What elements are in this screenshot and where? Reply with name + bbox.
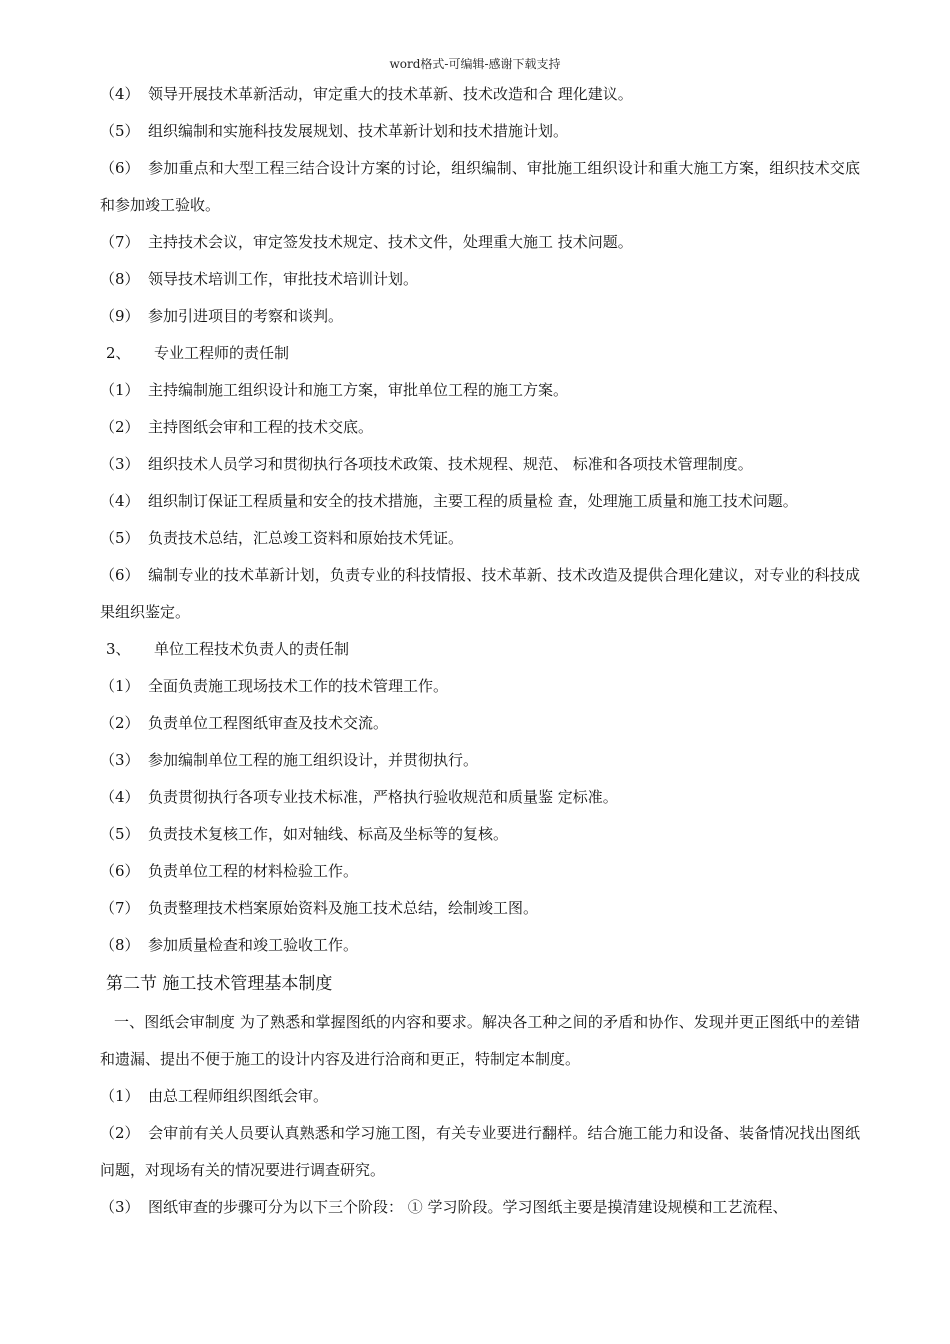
item-number: （1）: [100, 381, 140, 399]
item-text: 负责技术复核工作，如对轴线、标高及坐标等的复核。: [148, 825, 509, 843]
list-item: [100, 742, 860, 779]
item-number: （3）: [100, 455, 140, 473]
item-number: （9）: [100, 307, 140, 325]
item-number: （5）: [100, 529, 140, 547]
list-item: [100, 372, 860, 409]
list-item: [100, 1078, 860, 1115]
document-body: [100, 76, 860, 1226]
list-item: [100, 927, 860, 964]
list-item: [100, 224, 860, 261]
item-number: （4）: [100, 492, 140, 510]
item-number: （1）: [100, 677, 140, 695]
item-number: （8）: [100, 270, 140, 288]
item-number: （2）: [100, 1124, 140, 1142]
subsection-number: 2、: [106, 344, 131, 362]
item-text: 负责技术总结，汇总竣工资料和原始技术凭证。: [148, 529, 464, 547]
item-text: 会审前有关人员要认真熟悉和学习施工图，有关专业要进行翻样。结合施工能力和设备、装备情况找出图纸问题，对现场有关的情况要进行调查研究。: [100, 1124, 860, 1179]
subsection-heading: [100, 335, 860, 372]
item-text: 负责单位工程图纸审查及技术交流。: [148, 714, 389, 732]
item-text: 图纸审查的步骤可分为以下三个阶段： ① 学习阶段。学习图纸主要是摸清建设规模和工艺流程、: [148, 1198, 788, 1216]
item-number: （2）: [100, 418, 140, 436]
intro-paragraph: 一、图纸会审制度 为了熟悉和掌握图纸的内容和要求。解决各工种之间的矛盾和协作、发现并更正图纸中的差错和遗漏、提出不便于施工的设计内容及进行洽商和更正，特制定本制度。: [100, 1013, 860, 1068]
item-text: 负责整理技术档案原始资料及施工技术总结，绘制竣工图。: [148, 899, 539, 917]
item-text: 参加引进项目的考察和谈判。: [148, 307, 344, 325]
item-text: 编制专业的技术革新计划，负责专业的科技情报、技术革新、技术改造及提供合理化建议，对专业的科技成果组织鉴定。: [100, 566, 860, 621]
item-number: （6）: [100, 862, 140, 880]
item-number: （4）: [100, 85, 140, 103]
list-item: [100, 705, 860, 742]
subsection-title: 专业工程师的责任制: [154, 344, 290, 362]
item-number: （5）: [100, 122, 140, 140]
item-text: 参加重点和大型工程三结合设计方案的讨论，组织编制、审批施工组织设计和重大施工方案，组织技术交底和参加竣工验收。: [100, 159, 860, 214]
item-text: 领导开展技术革新活动，审定重大的技术革新、技术改造和合 理化建议。: [148, 85, 633, 103]
item-number: （8）: [100, 936, 140, 954]
item-number: （3）: [100, 751, 140, 769]
item-number: （6）: [100, 566, 140, 584]
list-item: [100, 446, 860, 483]
item-number: （3）: [100, 1198, 140, 1216]
item-text: 负责贯彻执行各项专业技术标准，严格执行验收规范和质量鉴 定标准。: [148, 788, 618, 806]
page-header: word格式-可编辑-感谢下载支持: [389, 57, 561, 71]
item-number: （4）: [100, 788, 140, 806]
item-text: 全面负责施工现场技术工作的技术管理工作。: [148, 677, 449, 695]
list-item: [100, 113, 860, 150]
subsection-heading: [100, 631, 860, 668]
subsection-title: 单位工程技术负责人的责任制: [154, 640, 350, 658]
item-text: 主持技术会议，审定签发技术规定、技术文件，处理重大施工 技术问题。: [148, 233, 633, 251]
item-text: 主持图纸会审和工程的技术交底。: [148, 418, 374, 436]
list-item: [100, 76, 860, 113]
list-item: [100, 816, 860, 853]
item-number: （7）: [100, 899, 140, 917]
section-title: 第二节 施工技术管理基本制度: [106, 974, 333, 994]
list-item: [100, 668, 860, 705]
item-number: （2）: [100, 714, 140, 732]
item-text: 负责单位工程的材料检验工作。: [148, 862, 359, 880]
list-item: [100, 520, 860, 557]
item-number: （6）: [100, 159, 140, 177]
item-text: 由总工程师组织图纸会审。: [148, 1087, 329, 1105]
list-item: [100, 890, 860, 927]
item-text: 组织技术人员学习和贯彻执行各项技术政策、技术规程、规范、 标准和各项技术管理制度。: [148, 455, 753, 473]
list-item: [100, 853, 860, 890]
list-item: [100, 1189, 860, 1226]
list-item: [100, 557, 860, 631]
list-item: [100, 779, 860, 816]
item-text: 主持编制施工组织设计和施工方案，审批单位工程的施工方案。: [148, 381, 569, 399]
list-item: [100, 409, 860, 446]
item-text: 参加编制单位工程的施工组织设计，并贯彻执行。: [148, 751, 479, 769]
list-item: [100, 261, 860, 298]
item-text: 组织编制和实施科技发展规划、技术革新计划和技术措施计划。: [148, 122, 569, 140]
subsection-number: 3、: [106, 640, 131, 658]
item-number: （7）: [100, 233, 140, 251]
list-item: [100, 150, 860, 224]
item-text: 领导技术培训工作，审批技术培训计划。: [148, 270, 419, 288]
list-item: [100, 1115, 860, 1189]
item-text: 组织制订保证工程质量和安全的技术措施，主要工程的质量检 查，处理施工质量和施工技术问题。: [148, 492, 798, 510]
item-number: （5）: [100, 825, 140, 843]
list-item: [100, 483, 860, 520]
list-item: [100, 298, 860, 335]
item-text: 参加质量检查和竣工验收工作。: [148, 936, 359, 954]
item-number: （1）: [100, 1087, 140, 1105]
